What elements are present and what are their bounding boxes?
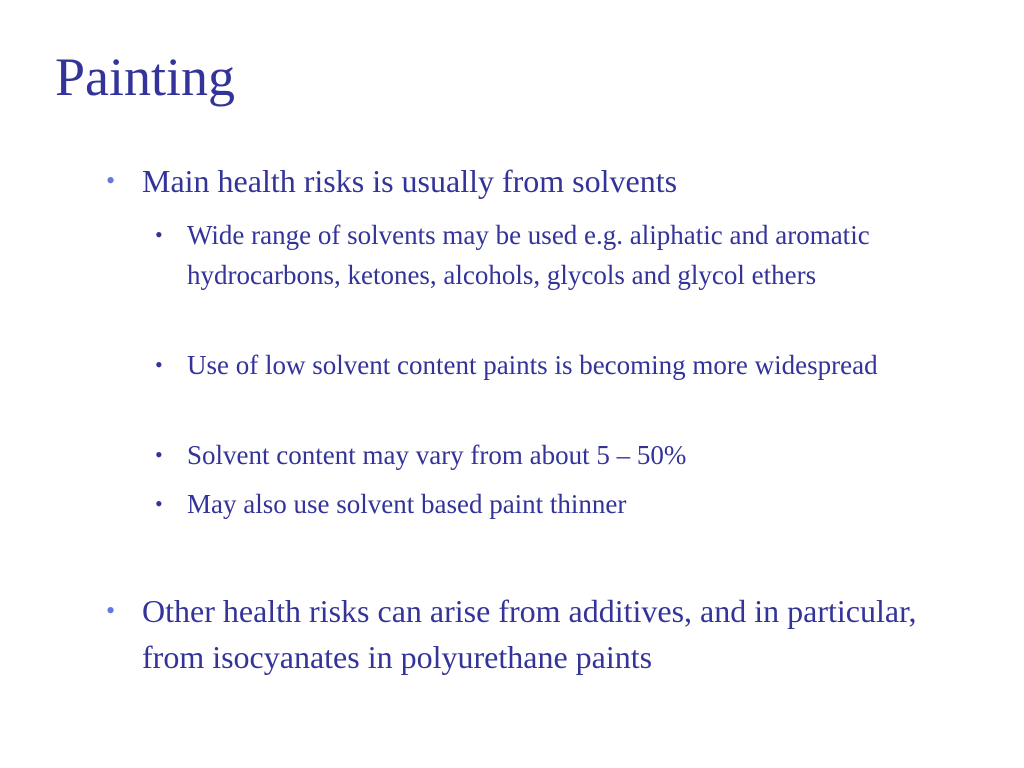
bullet-text: Wide range of solvents may be used e.g. aliphatic and aromatic hydrocarbons, ketones, alcohols, glycols and glycol ethers xyxy=(187,220,870,290)
bullet-icon: • xyxy=(155,352,163,377)
bullet-icon: • xyxy=(155,491,163,516)
bullet-text: May also use solvent based paint thinner xyxy=(187,489,627,519)
bullet-text: Use of low solvent content paints is becoming more widespread xyxy=(187,350,878,380)
bullet-other-health-risks xyxy=(106,588,972,680)
bullet-text: Other health risks can arise from additives, and in particular, from isocyanates in polyurethane paints xyxy=(142,593,917,675)
bullet-icon: • xyxy=(155,222,163,247)
slide-title: Painting xyxy=(55,47,236,107)
sub-bullet-solvent-content xyxy=(155,435,947,475)
bullet-text: Main health risks is usually from solvents xyxy=(142,163,678,199)
bullet-icon: • xyxy=(106,166,116,195)
bullet-icon: • xyxy=(155,442,163,467)
bullet-main-health-risks xyxy=(106,162,972,200)
bullet-icon: • xyxy=(106,596,116,625)
sub-bullet-paint-thinner xyxy=(155,484,947,524)
bullet-text: Solvent content may vary from about 5 – 50% xyxy=(187,440,687,470)
sub-bullet-solvent-range xyxy=(155,215,947,295)
sub-bullet-low-solvent xyxy=(155,345,947,385)
